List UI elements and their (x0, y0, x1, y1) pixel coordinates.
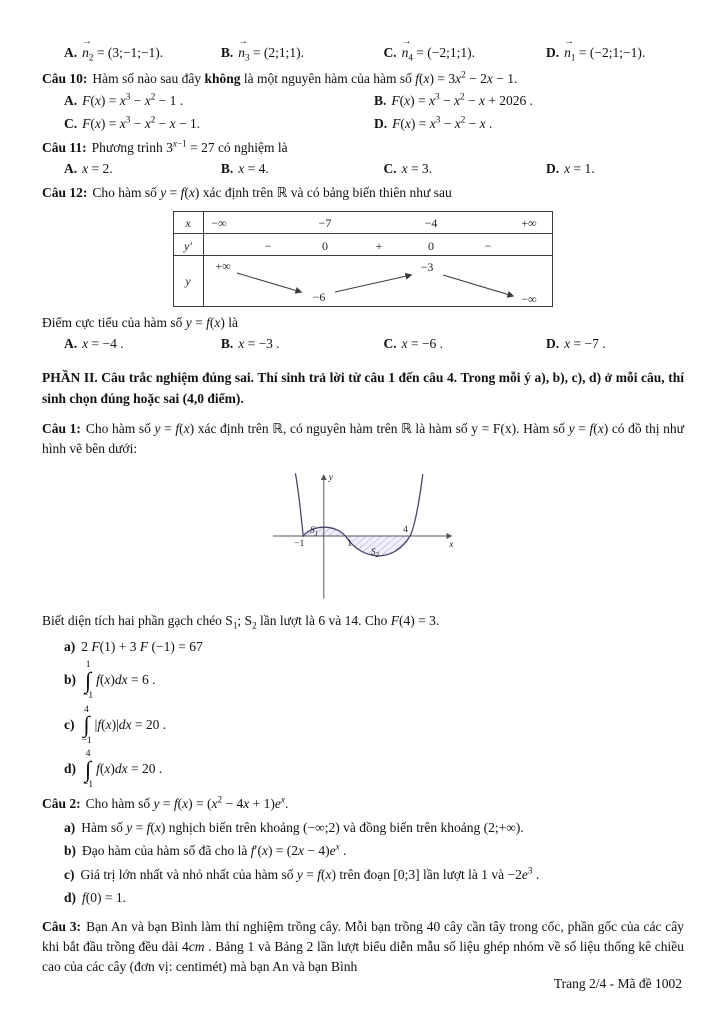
option-text: → $n_4$ = (−2;1;1). (402, 45, 475, 60)
item-c (64, 865, 684, 886)
table-x-value: −7 (318, 215, 332, 230)
table-arrows (237, 273, 513, 296)
option-b (221, 334, 384, 354)
option-label: A. (64, 161, 78, 177)
question-label: Câu 3: (42, 918, 82, 934)
option-text: → $n_3$ = (2;1;1). (238, 45, 304, 60)
question-11-stem (42, 138, 684, 159)
option-c (383, 334, 546, 354)
item-label: b) (64, 672, 77, 688)
table-x-label: x (185, 215, 191, 230)
part2-heading: PHẦN II. Câu trắc nghiệm đúng sai. Thí sinh trả lời từ câu 1 đến câu 4. Trong mỗi ý a), b), c), d) ở mỗi câu, thí sinh chọn đúng hoặc sai (4,0 điểm). (42, 370, 684, 406)
table-y-value: −3 (420, 259, 434, 274)
option-text: x = −3 . (238, 336, 280, 352)
table-sign: 0 (428, 238, 434, 253)
page-footer: Trang 2/4 - Mã đề 1002 (553, 975, 682, 991)
x-axis-label: x (449, 540, 454, 551)
table-x-value: −∞ (211, 215, 227, 230)
p2-question-1-note (42, 611, 684, 633)
option-text: x = −6 . (401, 336, 444, 352)
option-text: x = −7 . (564, 336, 606, 352)
option-text: $F(x) = x^3 - x^2 - x + 2026$ . (391, 91, 534, 108)
question-label: Câu 10: (42, 70, 88, 86)
item-label: a) (64, 819, 76, 835)
item-c (64, 705, 684, 747)
option-a (64, 334, 221, 354)
p2-question-1-items (42, 637, 684, 791)
option-label: D. (374, 116, 388, 132)
tick-4: 4 (403, 525, 408, 536)
option-label: A. (64, 92, 78, 108)
item-text: Đạo hàm của hàm số đã cho là $f'(x) = (2x - 4)e^x$ . (82, 841, 347, 859)
question-text: Cho hàm số y = f(x) xác định trên ℝ và có bảng biến thiên như sau (92, 184, 452, 200)
question-label: Câu 11: (42, 140, 87, 156)
option-b (221, 159, 384, 179)
option-label: D. (546, 161, 560, 177)
option-c (383, 43, 546, 65)
table-y-value: −∞ (521, 291, 537, 306)
option-b (374, 90, 684, 111)
variation-table-wrap (42, 211, 684, 307)
option-label: C. (383, 45, 397, 60)
table-sign: + (375, 238, 383, 253)
question-10-options (42, 90, 684, 135)
function-graph-wrap (42, 467, 684, 605)
tick-1: 1 (347, 539, 352, 550)
tick-minus1: −1 (294, 539, 305, 550)
option-label: B. (220, 336, 234, 352)
option-label: C. (64, 116, 78, 132)
note-text: Biết diện tích hai phần gạch chéo $S_1$; $S_2$ lần lượt là 6 và 14. Cho F(4) = 3. (42, 613, 440, 632)
option-label: B. (220, 45, 234, 60)
option-text: $F(x) = x^3 - x^2 - 1$ . (82, 91, 184, 108)
item-d (64, 749, 684, 791)
question-text: Điểm cực tiểu của hàm số y = f(x) là (42, 314, 239, 330)
option-text: x = 1. (564, 161, 595, 177)
p2-question-2-stem (42, 794, 684, 815)
table-sign: − (484, 238, 492, 253)
question-10-stem (42, 68, 684, 89)
item-text: Giá trị lớn nhất và nhỏ nhất của hàm số y = f(x) trên đoạn [0;3] lần lượt là 1 và $-2e^3$ . (80, 865, 540, 883)
option-d (546, 334, 684, 354)
question-12-options (42, 334, 684, 354)
function-graph (265, 467, 461, 605)
item-label: c) (64, 867, 75, 883)
option-text: x = −4 . (82, 336, 124, 352)
option-label: B. (374, 92, 387, 108)
item-label: d) (64, 761, 77, 777)
option-b (221, 43, 384, 65)
question-label: Câu 12: (42, 184, 88, 200)
item-label: b) (64, 843, 77, 859)
option-text: $F(x) = x^3 - x^2 - x - 1$. (82, 114, 201, 132)
option-d (374, 114, 684, 135)
item-text: 4 ∫ −1 f(x)dx = 20 . (83, 749, 163, 791)
variation-table (173, 211, 553, 307)
option-text: → $n_1$ = (−2;1;−1). (564, 45, 645, 60)
item-text: 2 F(1) + 3 F (−1) = 67 (81, 638, 203, 654)
question-11-options (42, 159, 684, 179)
table-y-value: +∞ (215, 258, 231, 273)
question-12-stem (42, 183, 684, 203)
item-b (64, 660, 684, 702)
option-text: x = 4. (238, 161, 269, 177)
option-label: A. (64, 45, 78, 60)
table-sign: 0 (322, 238, 328, 253)
table-sign: − (264, 238, 272, 253)
option-text: $F(x) = x^3 - x^2 - x$ . (392, 114, 493, 132)
p2-question-3-stem (42, 917, 684, 978)
question-text: Phương trình $3^{x-1} = 27$ có nghiệm là (91, 138, 288, 156)
table-x-value: +∞ (521, 215, 537, 230)
item-a (64, 818, 684, 838)
s2-label: $S_2$ (370, 548, 379, 560)
p2-question-1-stem (42, 419, 684, 460)
option-label: A. (64, 336, 78, 352)
option-label: D. (546, 45, 560, 60)
item-text: 4 ∫ −1 |f(x)|dx = 20 . (81, 704, 167, 746)
item-text: f(0) = 1. (82, 890, 127, 906)
question-text: Hàm số nào sau đây không là một nguyên hàm của hàm số $f(x) = 3x^2 - 2x - 1$. (92, 69, 518, 86)
question-text: Cho hàm số y = f(x) xác định trên ℝ, có nguyên hàm trên ℝ là hàm số y = F(x). Hàm số y = f(x) có đồ thị như hình vẽ bên dưới: (42, 420, 684, 457)
item-text: Hàm số y = f(x) nghịch biến trên khoảng (−∞;2) và đồng biến trên khoảng (2;+∞). (81, 819, 524, 835)
option-d (546, 43, 684, 65)
table-yprime-label: y′ (184, 238, 192, 253)
option-text: x = 3. (401, 161, 433, 177)
question-label: Câu 1: (42, 420, 81, 436)
option-label: C. (383, 336, 397, 352)
option-label: D. (546, 336, 560, 352)
question-text: Cho hàm số $y = f(x) = (x^2 - 4x + 1)e^x$. (85, 794, 289, 812)
question-12-query (42, 313, 684, 333)
option-c (383, 159, 546, 179)
table-x-value: −4 (424, 215, 438, 230)
item-text: 1 ∫ −1 f(x)dx = 6 . (83, 660, 156, 702)
table-y-label: y (185, 273, 191, 288)
option-c (64, 114, 374, 135)
item-label: c) (64, 716, 75, 732)
table-texts (183, 216, 537, 306)
item-d (64, 888, 684, 908)
question-label: Câu 2: (42, 796, 81, 812)
p2-question-2-items (42, 818, 684, 909)
y-axis-label: y (328, 473, 333, 484)
option-text: x = 2. (82, 161, 113, 177)
s1-label: $S_1$ (310, 526, 319, 538)
option-label: B. (220, 161, 234, 177)
question-text: Bạn An và bạn Bình làm thí nghiệm trồng cây. Mỗi bạn trồng 40 cây cần tây trong cốc, phần gốc của các cây khi bắt đầu trồng đều dài 4cm . Bảng 1 và Bảng 2 lần lượt biểu diễn mẫu số liệu ghép nhóm về số liệu thống kê chiều cao của các cây (đơn vị: centimét) mà bạn An và bạn Bình (42, 918, 684, 975)
option-label: C. (383, 161, 397, 177)
question-9-options (42, 43, 684, 65)
table-y-value: −6 (312, 289, 326, 304)
option-a (64, 43, 221, 65)
item-label: a) (64, 638, 76, 654)
item-label: d) (64, 890, 77, 906)
item-a (64, 637, 684, 657)
option-text: → $n_2$ = (3;−1;−1). (82, 45, 163, 60)
option-a (64, 159, 221, 179)
item-b (64, 841, 684, 862)
option-d (546, 159, 684, 179)
option-a (64, 90, 374, 111)
